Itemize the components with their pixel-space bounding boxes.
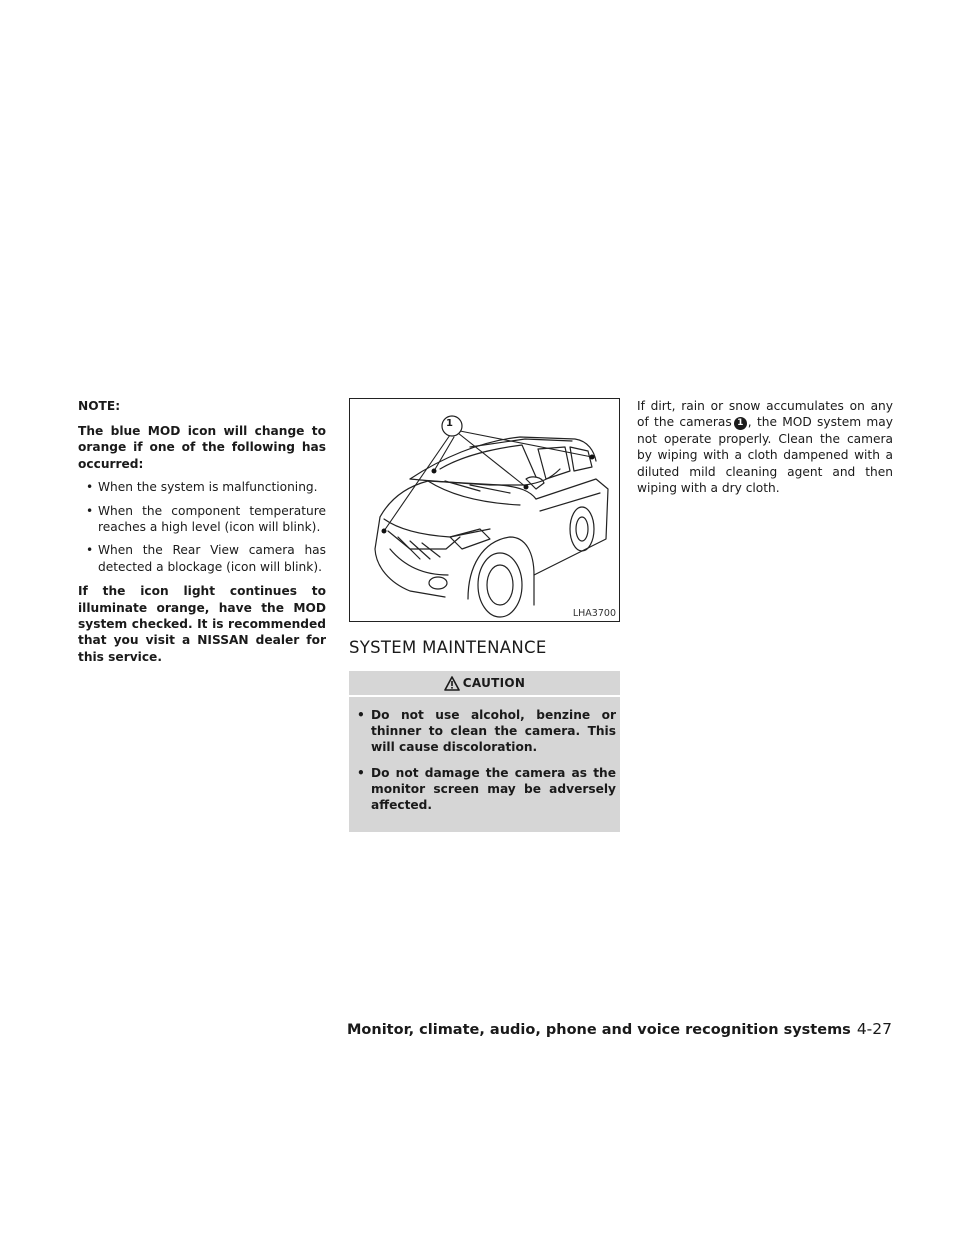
caution-box — [349, 671, 620, 832]
section-title: SYSTEM MAINTENANCE — [349, 638, 547, 657]
vehicle-illustration — [350, 399, 619, 621]
page-number: 4-27 — [856, 1020, 892, 1038]
maintenance-paragraph: If dirt, rain or snow accumulates on any of the cameras 1 , the MOD system may not operate properly. Clean the camera by wiping with a cloth dampened with a diluted mild cleaning agent and then wiping with a dry cloth. — [637, 399, 893, 496]
warning-icon — [444, 676, 460, 691]
figure-code: LHA3700 — [572, 608, 616, 619]
caution-header — [349, 671, 620, 697]
camera-location-figure — [349, 398, 620, 622]
left-column — [78, 398, 326, 665]
list-item: • When the Rear View camera has detected a blockage (icon will blink). — [86, 543, 326, 574]
note-bullet-list — [78, 479, 326, 575]
page-footer — [347, 1020, 892, 1038]
figure-callout-number: 1 — [446, 418, 453, 429]
list-item: • Do not use alcohol, benzine or thinner to clean the camera. This will cause discoloration. — [357, 708, 616, 755]
right-column — [637, 398, 893, 496]
note-intro: The blue MOD icon will change to orange if one of the following has occurred: — [78, 424, 326, 471]
callout-number-icon: 1 — [734, 417, 747, 430]
note-label: NOTE: — [78, 399, 121, 413]
caution-list — [349, 697, 620, 813]
middle-column — [349, 398, 620, 832]
chapter-title: Monitor, climate, audio, phone and voice recognition systems — [347, 1022, 851, 1038]
list-item: • When the system is malfunctioning. — [86, 480, 318, 495]
list-item: • When the component temperature reaches a high level (icon will blink). — [86, 503, 326, 535]
list-item: • Do not damage the camera as the monitor screen may be adversely affected. — [357, 765, 616, 813]
caution-title: CAUTION — [462, 676, 526, 690]
note-outro: If the icon light continues to illuminate orange, have the MOD system checked. It is recommended that you visit a NISSAN dealer for this service. — [78, 584, 326, 664]
